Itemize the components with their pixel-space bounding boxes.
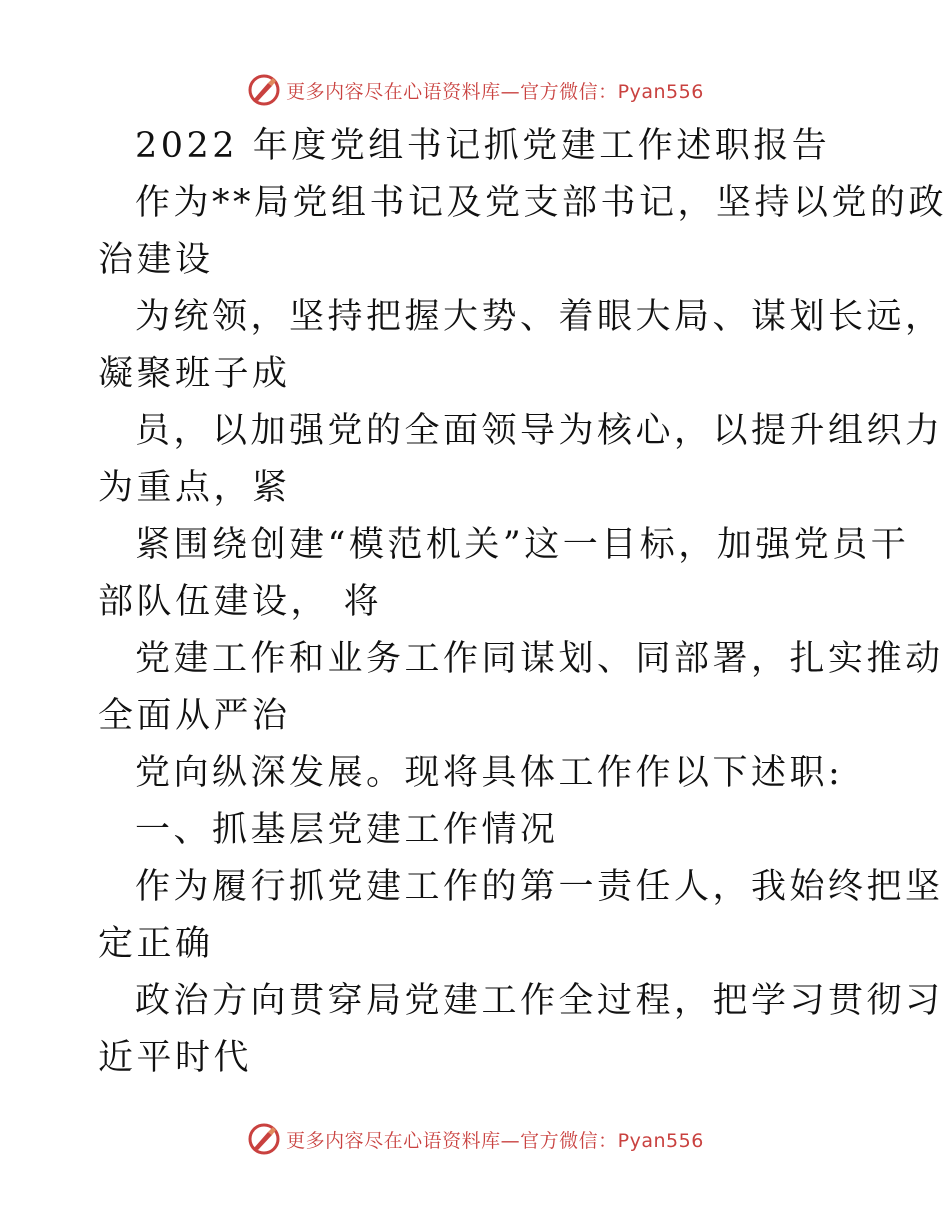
text-line: 一、抓基层党建工作情况 — [135, 810, 559, 850]
pen-logo-icon — [246, 1121, 282, 1157]
document-body — [98, 118, 948, 1087]
watermark-footer — [0, 1117, 950, 1161]
text-line: 党建工作和业务工作同谋划、同部署，扎实推动 — [135, 639, 944, 679]
text-line: 全面从严治 — [98, 696, 291, 736]
text-line: 2022 年度党组书记抓党建工作述职报告 — [135, 126, 831, 166]
text-line: 为统领，坚持把握大势、着眼大局、谋划长远， — [135, 297, 944, 337]
text-line: 治建设 — [98, 240, 214, 280]
watermark-header — [0, 68, 950, 112]
text-line: 紧围绕创建“模范机关”这一目标，加强党员干 — [135, 525, 910, 565]
text-line: 为重点，紧 — [98, 468, 291, 508]
text-line: 定正确 — [98, 924, 214, 964]
text-line: 政治方向贯穿局党建工作全过程，把学习贯彻习 — [135, 981, 944, 1021]
text-line: 凝聚班子成 — [98, 354, 291, 394]
text-line: 部队伍建设， 将 — [98, 582, 383, 622]
text-line: 作为履行抓党建工作的第一责任人，我始终把坚 — [135, 867, 944, 907]
text-line: 作为**局党组书记及党支部书记，坚持以党的政 — [135, 183, 948, 223]
watermark-text: 更多内容尽在心语资料库—官方微信：Pyan556 — [286, 80, 704, 103]
text-line: 近平时代 — [98, 1038, 253, 1078]
watermark-text: 更多内容尽在心语资料库—官方微信：Pyan556 — [286, 1129, 704, 1152]
text-line: 员，以加强党的全面领导为核心，以提升组织力 — [135, 411, 944, 451]
text-line: 党向纵深发展。现将具体工作作以下述职: — [135, 753, 844, 793]
pen-logo-icon — [246, 72, 282, 108]
